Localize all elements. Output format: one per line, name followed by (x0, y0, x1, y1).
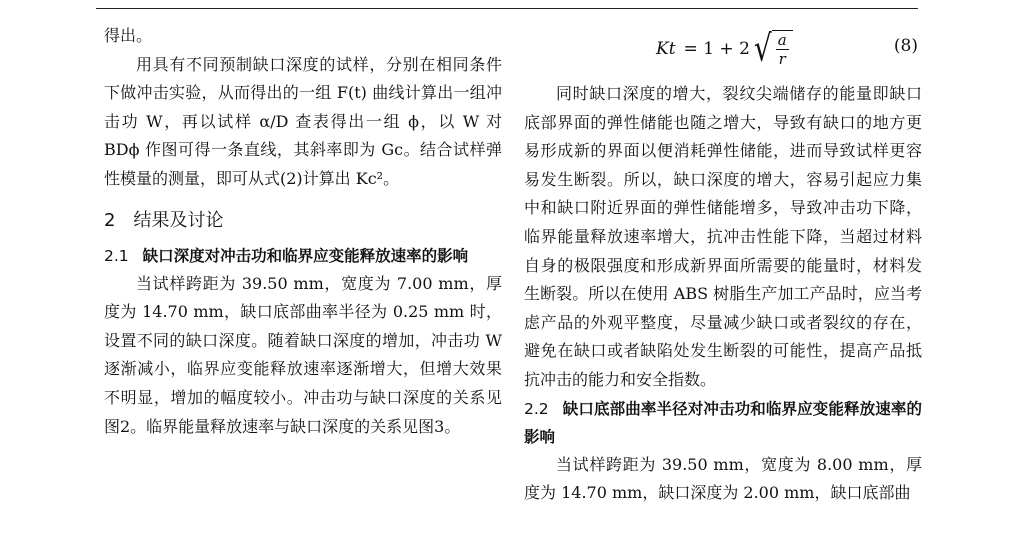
equation-8 (524, 22, 922, 80)
section-number: 2 (104, 209, 116, 231)
subsection-number: 2.2 (524, 399, 549, 418)
radical-icon: √ (753, 26, 772, 70)
equation-number: (8) (893, 36, 918, 56)
equation-rhs-prefix: = 1 + 2 (683, 39, 750, 59)
equation-fraction (772, 30, 793, 68)
section-heading (104, 206, 502, 236)
paragraph-curvature: 当试样跨距为 39.50 mm，宽度为 8.00 mm，厚度为 14.70 mm，缺口深度为 2.00 mm，缺口底部曲 (524, 454, 922, 503)
subsection-title: 缺口深度对冲击功和临界应变能释放速率的影响 (142, 246, 469, 265)
right-column (524, 22, 922, 508)
paragraph-discussion: 同时缺口深度的增大，裂纹尖端储存的能量即缺口底部界面的弹性储能也随之增大，导致有缺口的地方更易形成新的界面以便消耗弹性储能，进而导致试样更容易发生断裂。所以，缺口深度的增大，容易引起应力集中和缺口附近界面的弹性储能增多，导致冲击功下降，临界能量释放速率增大，抗冲击性能下降，当超过材料自身的极限强度和形成新界面所需要的能量时，材料发生断裂。所以在使用 ABS 树脂生产加工产品时，应当考虑产品的外观平整度，尽量减少缺口或者裂纹的存在，避免在缺口或者缺陷处发生断裂的可能性，提高产品抵抗冲击的能力和安全指数。 (524, 84, 922, 389)
fraction-numerator: a (777, 31, 787, 49)
paragraph-method: 用具有不同预制缺口深度的试样，分别在相同条件下做冲击实验，从而得出的一组 F(t) 曲线计算出一组冲击功 W，再以试样 α/D 查表得出一组 ϕ，以 W 对 BDϕ 作图可得一条直线，其斜率即为 Gc。结合试样弹性模量的测量，即可从式(2)计算出 Kc²。 (104, 54, 502, 188)
fraction-denominator: r (778, 50, 786, 68)
subsection-title: 缺口底部曲率半径对冲击功和临界应变能释放速率的影响 (524, 399, 922, 446)
section-title: 结果及讨论 (133, 209, 224, 231)
sqrt-symbol (753, 26, 793, 70)
paragraph-end-fragment: 得出。 (104, 26, 153, 45)
subsection-number: 2.1 (104, 246, 129, 265)
subsection-heading-2-2 (524, 395, 922, 451)
subsection-heading-2-1 (104, 242, 502, 270)
paragraph-results: 当试样跨距为 39.50 mm，宽度为 7.00 mm，厚度为 14.70 mm，缺口底部曲率半径为 0.25 mm 时，设置不同的缺口深度。随着缺口深度的增加，冲击功 W 逐渐减小，临界应变能释放速率逐渐增大，但增大效果不明显，增加的幅度较小。冲击功与缺口深度的关系见图2。临界能量释放速率与缺口深度的关系见图3。 (104, 273, 502, 436)
top-rule (96, 8, 918, 9)
equation-lhs: Kt (656, 39, 676, 59)
left-column (104, 22, 502, 441)
